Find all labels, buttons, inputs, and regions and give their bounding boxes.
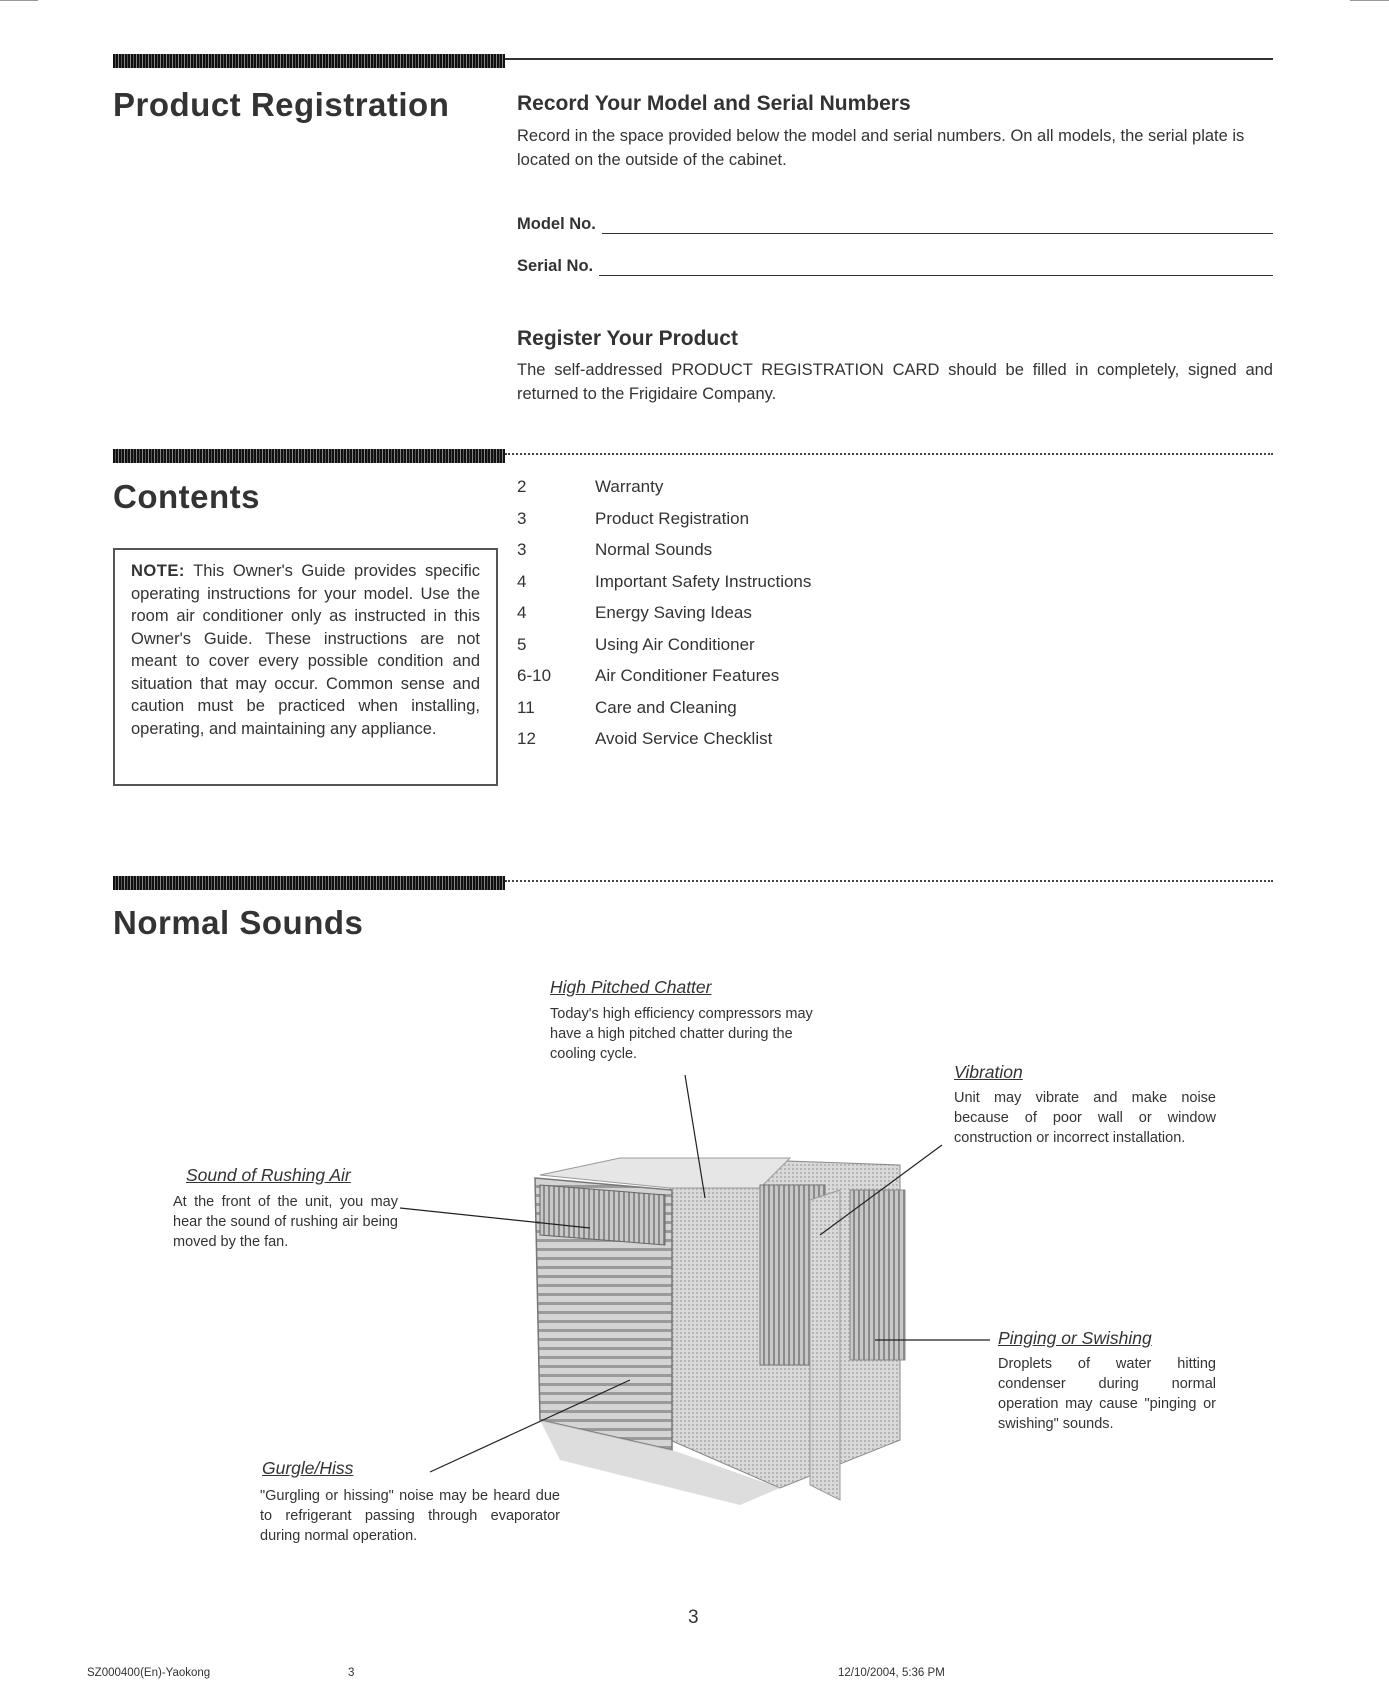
toc-page-number: 12 bbox=[517, 729, 536, 748]
rear-fins bbox=[850, 1190, 905, 1360]
pinging-text: Droplets of water hitting condenser during normal operation may cause "pinging or swishing" sounds. bbox=[998, 1356, 1216, 1432]
rushing-text: At the front of the unit, you may hear the sound of rushing air being moved by the fan. bbox=[173, 1194, 398, 1250]
sounds-title: Normal Sounds bbox=[113, 904, 364, 941]
toc-label: Energy Saving Ideas bbox=[595, 603, 752, 622]
toc-page-number: 4 bbox=[517, 571, 527, 591]
toc-page-number: 2 bbox=[517, 477, 527, 496]
toc-page-number: 3 bbox=[517, 508, 527, 528]
toc-page-number: 4 bbox=[517, 603, 527, 622]
footer-page: 3 bbox=[348, 1667, 355, 1679]
toc-page-number: 6-10 bbox=[517, 666, 552, 685]
gurgle-text: "Gurgling or hissing" noise may be heard due to refrigerant passing through evaporator during normal operation. bbox=[260, 1488, 560, 1544]
rushing-heading: Sound of Rushing Air bbox=[186, 1165, 351, 1185]
register-heading: Register Your Product bbox=[517, 327, 738, 350]
toc-label: Product Registration bbox=[595, 508, 750, 528]
toc-page-number: 11 bbox=[517, 697, 535, 717]
contents-title: Contents bbox=[113, 478, 260, 515]
toc-page-number: 5 bbox=[517, 634, 527, 654]
note-label: NOTE: bbox=[131, 562, 185, 580]
vibration-text: Unit may vibrate and make noise because of poor wall or window construction or incorrect installation. bbox=[954, 1090, 1216, 1146]
chatter-text: Today's high efficiency compressors may have a high pitched chatter during the cooling cycle. bbox=[550, 1006, 813, 1062]
front-louver bbox=[540, 1185, 665, 1245]
pinging-heading: Pinging or Swishing bbox=[998, 1328, 1152, 1348]
mounting-panel bbox=[810, 1190, 840, 1500]
register-text: The self-addressed PRODUCT REGISTRATION CARD should be filled in completely, signed and returned to the Frigidaire Company. bbox=[517, 361, 1273, 403]
record-text: Record in the space provided below the model and serial numbers. On all models, the serial plate is located on the outside of the cabinet. bbox=[517, 127, 1245, 169]
toc-label: Warranty bbox=[595, 477, 664, 496]
toc-page-number: 3 bbox=[517, 540, 527, 559]
toc-label: Normal Sounds bbox=[595, 540, 713, 559]
page-number: 3 bbox=[688, 1607, 699, 1628]
toc-label: Important Safety Instructions bbox=[595, 571, 812, 591]
note-text: This Owner's Guide provides specific operating instructions for your model. Use the room air conditioner only as instructed in this Owner's Guide. These instructions are not meant to cover every possible condition and situation that may occur. Common sense and caution must be practiced when installing, operating, and maintaining any appliance. bbox=[131, 562, 480, 738]
toc-label: Care and Cleaning bbox=[595, 697, 737, 717]
model-number-label: Model No. bbox=[517, 215, 596, 233]
registration-title: Product Registration bbox=[113, 86, 450, 123]
footer-timestamp: 12/10/2004, 5:36 PM bbox=[838, 1667, 945, 1679]
serial-number-label: Serial No. bbox=[517, 257, 594, 275]
toc-label: Avoid Service Checklist bbox=[595, 729, 773, 748]
gurgle-heading: Gurgle/Hiss bbox=[262, 1458, 354, 1478]
footer-file-name: SZ000400(En)-Yaokong bbox=[87, 1667, 211, 1679]
vibration-heading: Vibration bbox=[954, 1062, 1023, 1082]
chatter-heading: High Pitched Chatter bbox=[550, 977, 712, 997]
toc-label: Air Conditioner Features bbox=[595, 666, 780, 685]
toc-label: Using Air Conditioner bbox=[595, 634, 755, 654]
record-heading: Record Your Model and Serial Numbers bbox=[517, 92, 911, 115]
